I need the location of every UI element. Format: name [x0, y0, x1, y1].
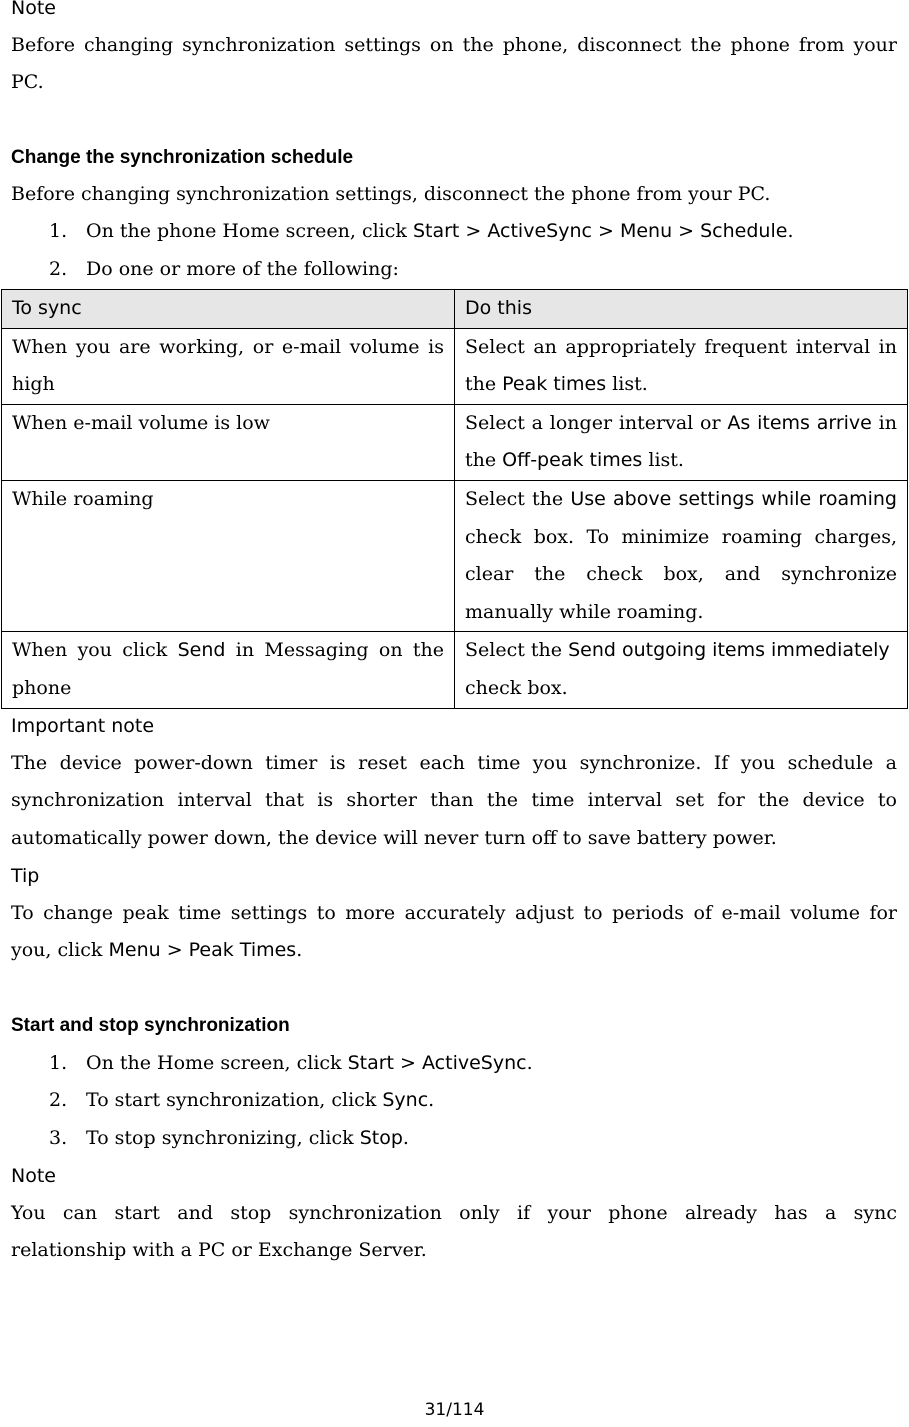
period: . — [787, 220, 794, 242]
period: . — [428, 1089, 435, 1111]
table-row — [2, 404, 908, 480]
table-cell — [2, 632, 455, 708]
note-text-line: Before changing synchronization settings on the phone, disconnect the phone from your — [11, 34, 897, 56]
list-number: 2. — [49, 258, 68, 280]
period: . — [526, 1052, 533, 1074]
cell-text: in the — [465, 411, 897, 472]
note-text-line: PC. — [11, 71, 44, 93]
list-item-step-2 — [49, 1082, 434, 1120]
list-number: 3. — [49, 1127, 68, 1149]
cell-text: Select a longer interval or — [465, 411, 728, 434]
period: . — [402, 1127, 409, 1149]
cell-text: Select the — [465, 639, 569, 662]
cell-text: in Messaging on the phone — [12, 639, 444, 699]
list-number: 2. — [49, 1089, 68, 1111]
important-note-line: synchronization interval that is shorter than the time interval set for the device to — [11, 789, 897, 811]
table-cell: When you are working, or e-mail volume is high — [2, 328, 455, 404]
tip-line — [11, 932, 897, 970]
separator: > — [160, 939, 189, 961]
cell-text: Select the — [465, 487, 571, 510]
note-text-line: relationship with a PC or Exchange Server. — [11, 1239, 427, 1261]
important-note-line: automatically power down, the device will never turn off to save battery power. — [11, 827, 777, 849]
keyword-peak-times: Peak Times — [188, 939, 297, 961]
section-intro: Before changing synchronization settings, disconnect the phone from your PC. — [11, 183, 771, 205]
tip-text: you, click — [11, 939, 109, 961]
keyword-schedule: Schedule — [700, 220, 788, 242]
keyword-use-above-settings: Use above settings while roaming — [570, 487, 897, 510]
list-number: 1. — [49, 1052, 68, 1074]
keyword-start: Start — [412, 220, 460, 242]
cell-text: Select an appropriately frequent interval in the — [465, 335, 897, 396]
sync-schedule-table — [1, 289, 908, 709]
tip-label: Tip — [11, 865, 40, 887]
section-heading-start-stop: Start and stop synchronization — [11, 1015, 290, 1036]
table-cell — [455, 328, 908, 404]
note-label: Note — [11, 0, 56, 19]
keyword-menu: Menu — [108, 939, 161, 961]
keyword-peak-times: Peak times — [502, 373, 607, 396]
cell-text: check box. — [465, 676, 568, 699]
keyword-stop: Stop — [359, 1127, 403, 1149]
step-text: Do one or more of the following: — [86, 258, 399, 280]
important-note-label: Important note — [11, 715, 155, 737]
keyword-send-outgoing: Send outgoing items immediately — [568, 639, 890, 662]
important-note-line: The device power-down timer is reset each time you synchronize. If you schedule a — [11, 752, 897, 774]
cell-text: check box. To minimize roaming charges, clear the check box, and synchronize manually while roaming. — [465, 525, 897, 623]
cell-text: list. — [642, 449, 684, 472]
separator: > — [459, 220, 488, 242]
keyword-activesync: ActiveSync — [487, 220, 592, 242]
page-number: 31/114 — [424, 1400, 485, 1420]
keyword-sync: Sync — [382, 1089, 429, 1111]
table-cell — [455, 632, 908, 708]
table-row — [2, 328, 908, 404]
separator: > — [394, 1052, 423, 1074]
keyword-send: Send — [177, 639, 226, 662]
step-text: To stop synchronizing, click — [86, 1127, 360, 1149]
keyword-as-items-arrive: As items arrive — [727, 411, 872, 434]
cell-text: When you click — [12, 639, 178, 662]
table-header-cell: To sync — [2, 290, 455, 329]
list-item-step-1 — [49, 213, 793, 251]
list-item-step-1 — [49, 1045, 533, 1083]
table-header-cell: Do this — [455, 290, 908, 329]
table-row — [2, 480, 908, 631]
note-text-line: You can start and stop synchronization only if your phone already has a sync — [11, 1202, 897, 1224]
step-text: On the Home screen, click — [86, 1052, 348, 1074]
table-cell — [455, 404, 908, 480]
cell-text: list. — [606, 373, 648, 396]
table-cell: While roaming — [2, 480, 455, 631]
keyword-menu: Menu — [619, 220, 673, 242]
table-cell: When e-mail volume is low — [2, 404, 455, 480]
keyword-off-peak-times: Off-peak times — [502, 449, 643, 472]
separator: > — [591, 220, 620, 242]
tip-line: To change peak time settings to more accurately adjust to periods of e-mail volume for — [11, 902, 897, 924]
list-item-step-3 — [49, 1120, 409, 1158]
keyword-start: Start — [347, 1052, 395, 1074]
keyword-activesync: ActiveSync — [422, 1052, 527, 1074]
list-item-step-2 — [49, 251, 399, 289]
note-label: Note — [11, 1165, 56, 1187]
table-cell — [455, 480, 908, 631]
list-number: 1. — [49, 220, 68, 242]
separator: > — [672, 220, 701, 242]
period: . — [296, 939, 303, 961]
table-header-row — [2, 290, 908, 329]
step-text: On the phone Home screen, click — [86, 220, 413, 242]
section-heading-schedule: Change the synchronization schedule — [11, 147, 354, 168]
table-row — [2, 632, 908, 708]
step-text: To start synchronization, click — [86, 1089, 383, 1111]
